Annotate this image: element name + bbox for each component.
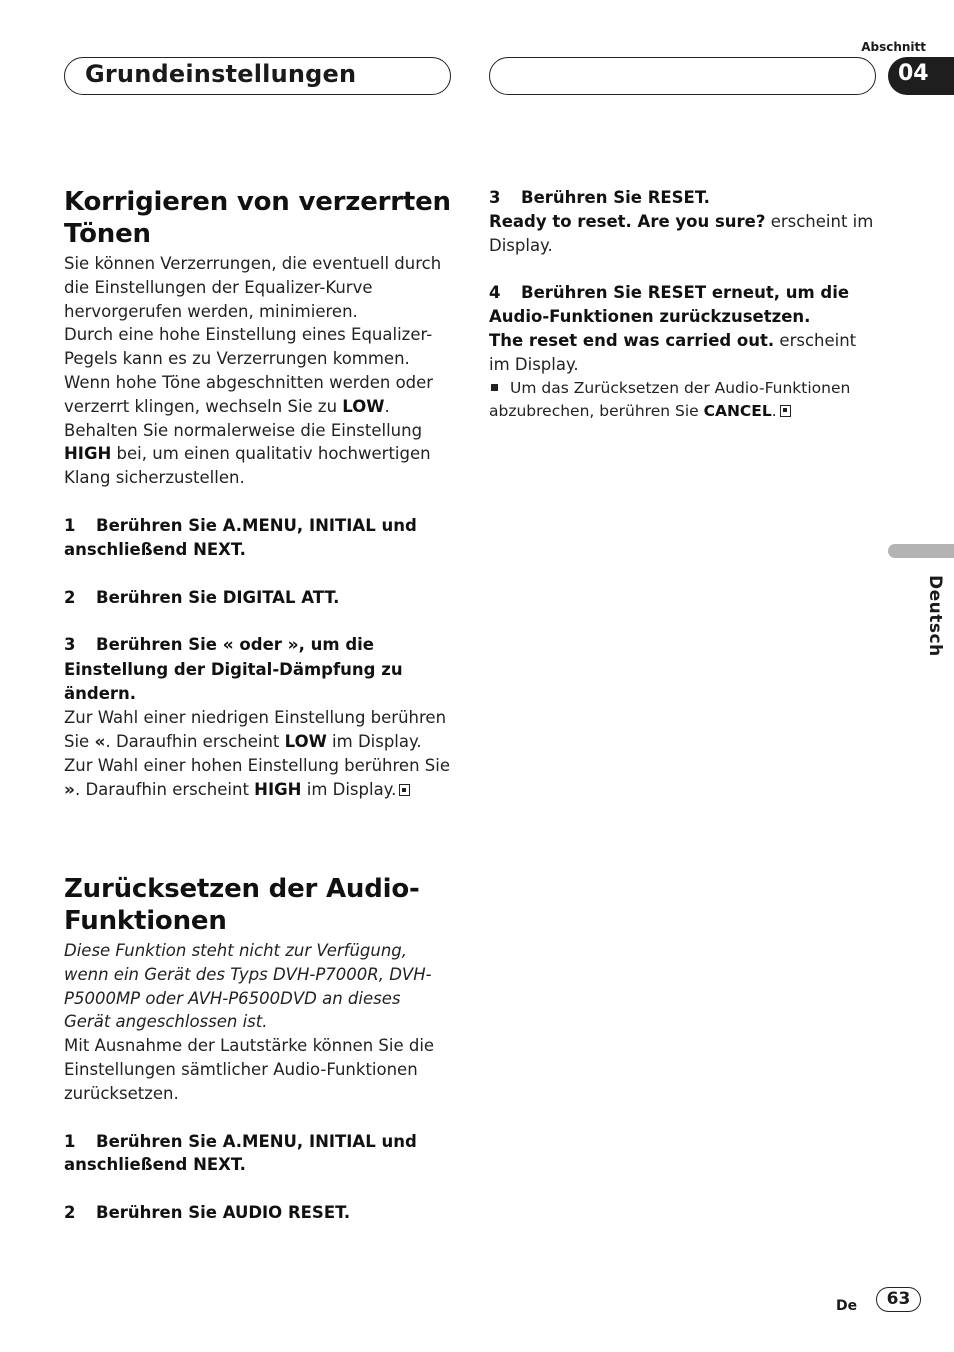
language-tab-bar bbox=[888, 544, 954, 558]
footer-language-code: De bbox=[836, 1298, 858, 1314]
paragraph: Ready to reset. Are you sure? erscheint im Display. bbox=[489, 211, 874, 255]
double-left-arrow-icon: « bbox=[222, 635, 234, 656]
step-item: 3 Berühren Sie RESET. bbox=[489, 188, 710, 207]
right-column bbox=[489, 186, 877, 423]
language-tab-label: Deutsch bbox=[925, 575, 945, 657]
bullet-note: Um das Zurücksetzen der Audio-Funktionen abzubrechen, berühren Sie CANCEL. bbox=[489, 378, 851, 420]
section-heading-audio-reset: Zurücksetzen der Audio-Funktionen bbox=[64, 873, 420, 936]
step-item: 1 Berühren Sie A.MENU, INITIAL und anschließend NEXT. bbox=[64, 1131, 417, 1175]
left-column bbox=[64, 186, 452, 1225]
paragraph: The reset end was carried out. erscheint im Display. bbox=[489, 330, 857, 374]
step-item: 3 Berühren Sie « oder », um die Einstellung der Digital-Dämpfung zu ändern. bbox=[64, 635, 403, 703]
section-heading-distortion: Korrigieren von verzerrten Tönen bbox=[64, 187, 451, 249]
step-item: 1 Berühren Sie A.MENU, INITIAL und anschließend NEXT. bbox=[64, 515, 417, 559]
end-mark-icon bbox=[399, 784, 410, 796]
step-item: 4 Berühren Sie RESET erneut, um die Audio-Funktionen zurückzusetzen. bbox=[489, 283, 850, 327]
italic-note: Diese Funktion steht nicht zur Verfügung, wenn ein Gerät des Typs DVH-P7000R, DVH-P5000MP oder AVH-P6500DVD an dieses Gerät angeschlossen ist. bbox=[64, 940, 432, 1032]
paragraph: Wenn hohe Töne abgeschnitten werden oder verzerrt klingen, wechseln Sie zu LOW. Behalten Sie normalerweise die Einstellung HIGH bei, um einen qualitativ hochwertigen Klang sicherzustellen. bbox=[64, 372, 434, 488]
end-mark-icon bbox=[780, 405, 791, 417]
paragraph: Durch eine hohe Einstellung eines Equalizer-Pegels kann es zu Verzerrungen kommen. bbox=[64, 325, 433, 369]
section-number-tab: 04 bbox=[888, 57, 954, 95]
double-right-arrow-icon: » bbox=[287, 635, 299, 656]
double-left-arrow-icon: « bbox=[94, 731, 106, 752]
header-title-box bbox=[64, 57, 451, 95]
page-title: Grundeinstellungen bbox=[85, 60, 357, 88]
page-number: 63 bbox=[876, 1287, 921, 1312]
paragraph: Sie können Verzerrungen, die eventuell durch die Einstellungen der Equalizer-Kurve hervorgerufen werden, minimieren. bbox=[64, 254, 442, 321]
bullet-square-icon bbox=[491, 384, 498, 391]
paragraph: Zur Wahl einer hohen Einstellung berühren Sie ». Daraufhin erscheint HIGH im Display. bbox=[64, 756, 450, 801]
paragraph: Zur Wahl einer niedrigen Einstellung berühren Sie «. Daraufhin erscheint LOW im Display. bbox=[64, 707, 447, 752]
step-item: 2 Berühren Sie AUDIO RESET. bbox=[64, 1203, 351, 1223]
step-item: 2 Berühren Sie DIGITAL ATT. bbox=[64, 587, 340, 607]
double-right-arrow-icon: » bbox=[64, 780, 75, 801]
section-label: Abschnitt bbox=[861, 40, 926, 54]
header-blank-box bbox=[489, 57, 876, 95]
paragraph: Mit Ausnahme der Lautstärke können Sie die Einstellungen sämtlicher Audio-Funktionen zurücksetzen. bbox=[64, 1036, 435, 1103]
